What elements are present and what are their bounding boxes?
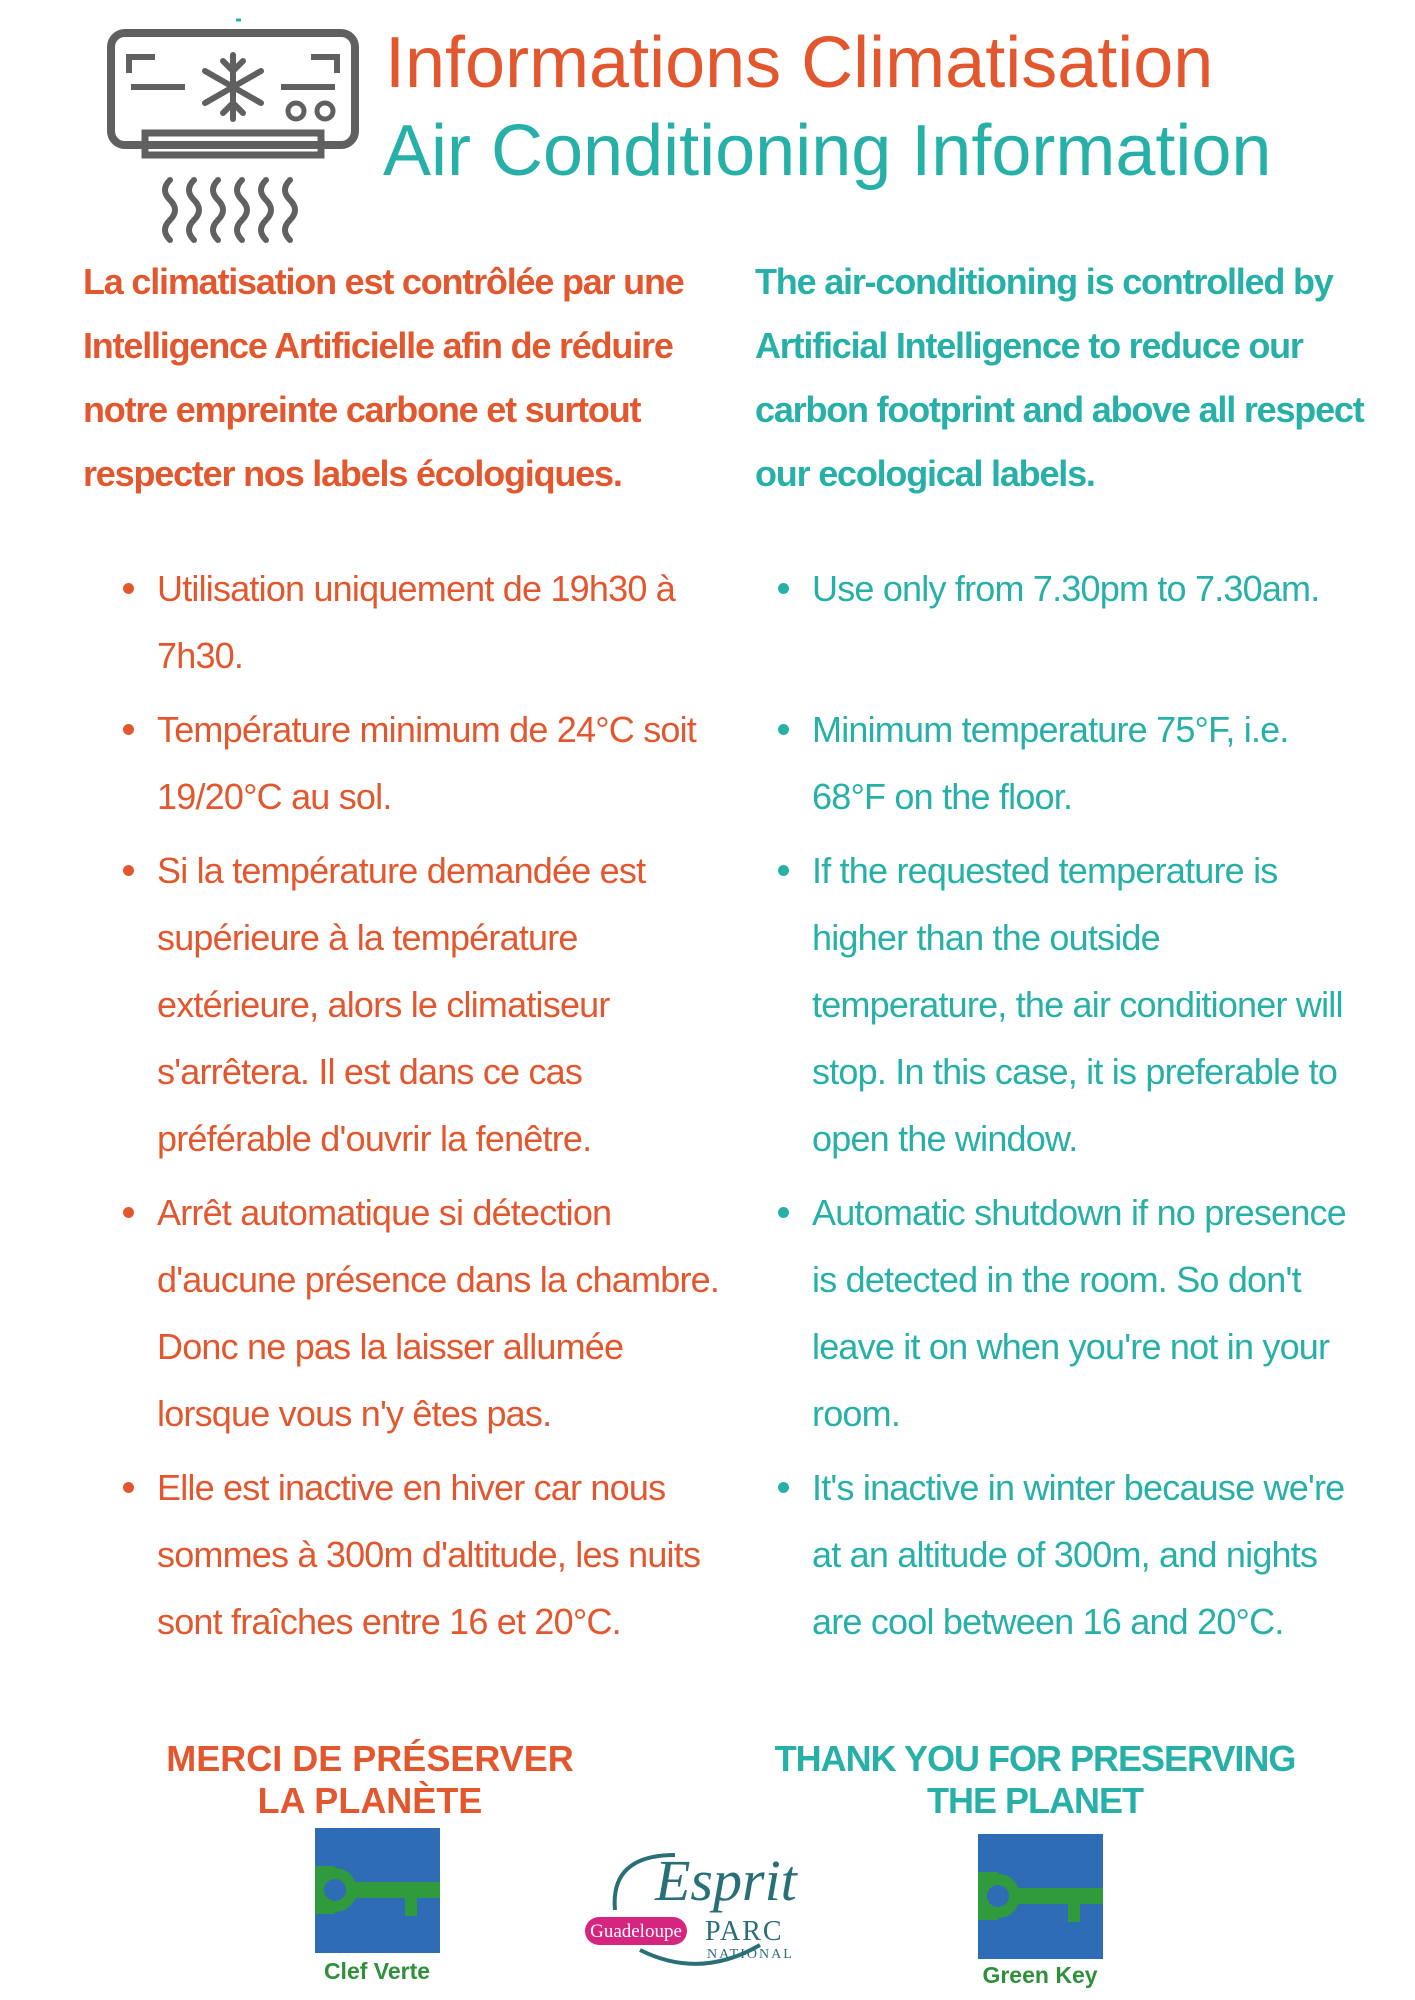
intro-english: The air-conditioning is controlled by Artificial Intelligence to reduce our carbon footprint and above all respect our ecological labels. (755, 261, 1364, 494)
esprit-parc-national-logo (585, 1840, 835, 1980)
national-text: NATIONAL (707, 1947, 794, 1962)
rule-item-en: It's inactive in winter because we're at an altitude of 300m, and nights are cool between 16 and 20°C. (778, 1454, 1358, 1655)
rule-item-fr: Elle est inactive en hiver car nous sommes à 300m d'altitude, les nuits sont fraîches entre 16 et 20°C. (123, 1454, 723, 1655)
clef-verte-logo (315, 1828, 440, 1953)
rules-list-english (778, 555, 1358, 1655)
rule-item-fr: Température minimum de 24°C soit 19/20°C au sol. (123, 696, 723, 830)
rule-item-fr: Si la température demandée est supérieure à la température extérieure, alors le climatiseur s'arrêtera. Il est dans ce cas préférable d'ouvrir la fenêtre. (123, 837, 723, 1172)
rule-item-fr: Utilisation uniquement de 19h30 à 7h30. (123, 555, 723, 689)
rule-item-en: Minimum temperature 75°F, i.e. 68°F on the floor. (778, 696, 1358, 830)
thanks-english-line2: THE PLANET (926, 1780, 1143, 1821)
green-key-logo (978, 1834, 1103, 1959)
thanks-english-line1: THANK YOU FOR PRESERVING (774, 1738, 1296, 1779)
thanks-french-line2: LA PLANÈTE (257, 1780, 483, 1821)
title-english: Air Conditioning Information (383, 111, 1272, 191)
esprit-word: Esprit (655, 1848, 797, 1913)
rule-item-en: If the requested temperature is higher than the outside temperature, the air conditioner will stop. In this case, it is preferable to open the window. (778, 837, 1358, 1172)
air-conditioner-icon (103, 15, 363, 245)
title-french: Informations Climatisation (385, 23, 1214, 103)
intro-french: La climatisation est contrôlée par une Intelligence Artificielle afin de réduire notre empreinte carbone et surtout respecter nos labels écologiques. (83, 261, 684, 494)
rule-item-en: Use only from 7.30pm to 7.30am. (778, 555, 1358, 622)
thanks-english (735, 1738, 1335, 1822)
clef-verte-label: Clef Verte (323, 1958, 431, 1984)
rule-item-en: Automatic shutdown if no presence is detected in the room. So don't leave it on when you're not in your room. (778, 1179, 1358, 1447)
green-key-icon (978, 1834, 1103, 1959)
guadeloupe-badge: Guadeloupe (590, 1921, 682, 1942)
rules-list-french (123, 555, 723, 1655)
thanks-french-line1: MERCI DE PRÉSERVER (166, 1738, 574, 1779)
green-key-icon (315, 1828, 440, 1953)
thanks-french (130, 1738, 610, 1822)
rule-item-fr: Arrêt automatique si détection d'aucune présence dans la chambre. Donc ne pas la laisser allumée lorsque vous n'y êtes pas. (123, 1179, 723, 1447)
green-key-label: Green Key (982, 1962, 1098, 1988)
parc-text: PARC (705, 1916, 784, 1947)
